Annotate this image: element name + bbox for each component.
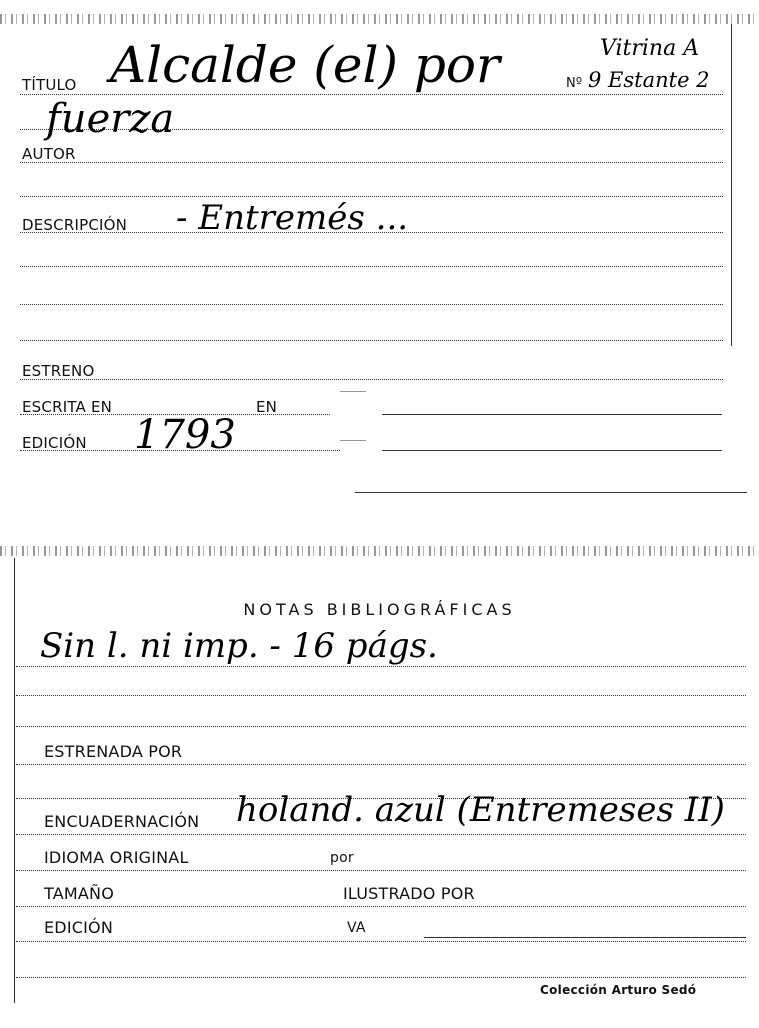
estreno-line — [20, 379, 723, 380]
titulo-value: Alcalde (el) por — [110, 36, 500, 94]
tamano-label: TAMAÑO — [44, 884, 114, 903]
va-line-right — [424, 937, 746, 938]
titulo-line — [20, 94, 723, 95]
bottom-line — [16, 977, 746, 978]
num-label: Nº — [566, 76, 583, 91]
escrita-line-right — [382, 414, 722, 415]
collection-credit: Colección Arturo Sedó — [540, 983, 697, 997]
edicion-value: 1793 — [134, 412, 236, 458]
catalog-card-back — [0, 540, 759, 1028]
notas-line-2 — [16, 695, 746, 696]
vitrina-value: Vitrina A — [600, 36, 700, 61]
card-top-edge — [0, 546, 759, 556]
card-right-edge — [731, 24, 732, 346]
encuadernacion-label: ENCUADERNACIÓN — [44, 812, 200, 831]
smudge-mark — [340, 391, 366, 392]
por-label: por — [330, 850, 354, 866]
edicion-line-right — [382, 450, 722, 451]
autor-line — [20, 162, 723, 163]
titulo-value-cont: fuerza — [46, 96, 175, 142]
edicion-label: EDICIÓN — [44, 918, 114, 937]
estrenada-line — [16, 764, 746, 765]
descripcion-label: DESCRIPCIÓN — [22, 216, 128, 234]
notas-heading: NOTAS BIBLIOGRÁFICAS — [243, 600, 516, 619]
card-left-edge — [14, 558, 15, 1003]
tamano-line — [16, 906, 746, 907]
encuadernacion-line — [16, 834, 746, 835]
edicion-label: EDICIÓN — [22, 434, 87, 452]
idioma-label: IDIOMA ORIGINAL — [44, 848, 189, 867]
card-top-edge — [0, 14, 759, 24]
idioma-line — [16, 870, 746, 871]
card-bottom-edge — [355, 492, 747, 493]
notas-line-3 — [16, 726, 746, 727]
notas-line — [16, 666, 746, 667]
descripcion-line-4 — [20, 340, 723, 341]
autor-line-2 — [20, 196, 723, 197]
descripcion-line-2 — [20, 266, 723, 267]
descripcion-value: - Entremés ... — [176, 198, 409, 238]
autor-label: AUTOR — [22, 145, 76, 163]
ilustrado-label: ILUSTRADO POR — [343, 884, 475, 903]
num-value: 9 Estante 2 — [588, 68, 710, 92]
notas-value: Sin l. ni imp. - 16 págs. — [40, 626, 438, 666]
en-label: EN — [256, 398, 278, 416]
escrita-en-label: ESCRITA EN — [22, 398, 113, 416]
encuadernacion-value: holand. azul (Entremeses II) — [236, 790, 725, 830]
estreno-label: ESTRENO — [22, 362, 95, 380]
edicion-line — [16, 941, 746, 942]
titulo-label: TÍTULO — [22, 76, 77, 94]
descripcion-line-3 — [20, 304, 723, 305]
smudge-mark — [340, 440, 366, 441]
va-label: VA — [347, 920, 366, 936]
estrenada-por-label: ESTRENADA POR — [44, 742, 183, 761]
